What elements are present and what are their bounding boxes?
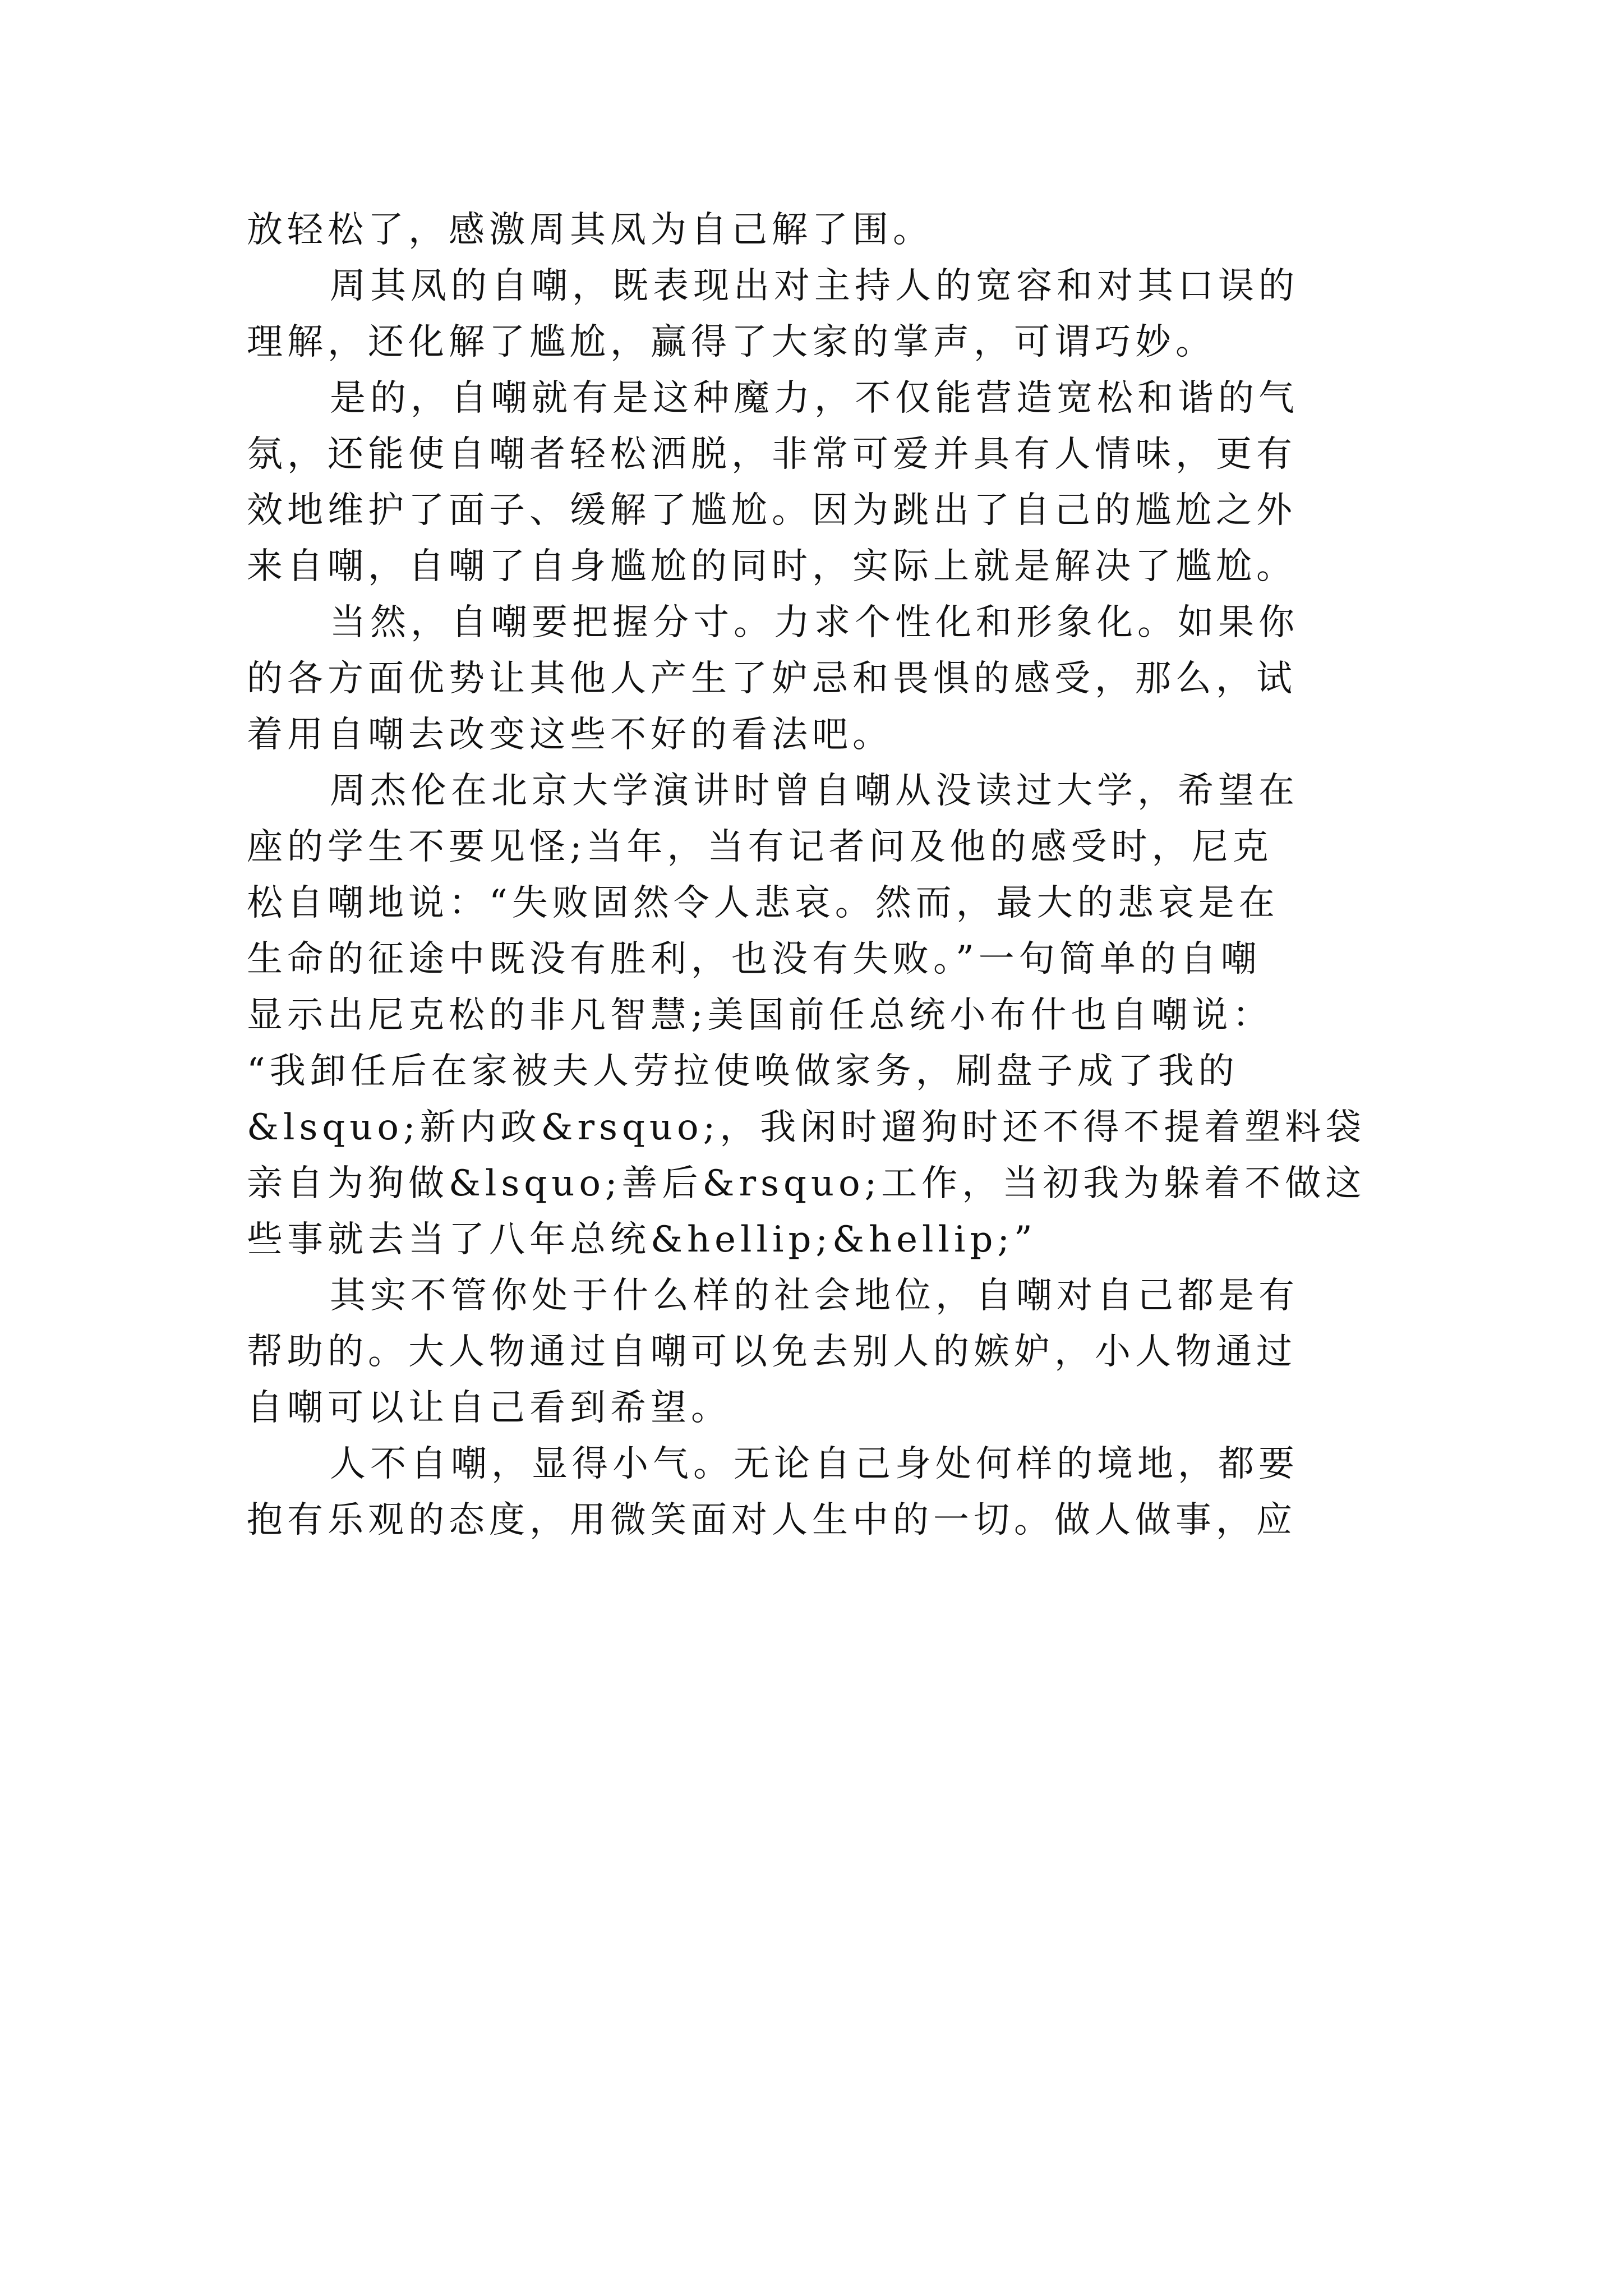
paragraph-first-line: 其实不管你处于什么样的社会地位，自嘲对自己都是有 — [330, 1275, 1299, 1317]
text-line: 效地维护了面子、缓解了尴尬。因为跳出了自己的尴尬之外 — [247, 490, 1297, 531]
text-line: 亲自为狗做&lsquo;善后&rsquo;工作，当初我为躲着不做这 — [247, 1163, 1366, 1204]
text-line: 座的学生不要见怪;当年，当有记者问及他的感受时，尼克 — [247, 826, 1273, 868]
text-line: 的各方面优势让其他人产生了妒忌和畏惧的感受，那么，试 — [247, 658, 1297, 700]
text-line: &lsquo;新内政&rsquo;，我闲时遛狗时还不得不提着塑料袋 — [247, 1107, 1366, 1148]
text-line: 氛，还能使自嘲者轻松洒脱，非常可爱并具有人情味，更有 — [247, 434, 1297, 475]
text-line: 显示出尼克松的非凡智慧;美国前任总统小布什也自嘲说： — [247, 995, 1273, 1036]
text-line: 来自嘲，自嘲了自身尴尬的同时，实际上就是解决了尴尬。 — [247, 546, 1297, 587]
paragraph-first-line: 是的，自嘲就有是这种魔力，不仅能营造宽松和谐的气 — [330, 378, 1299, 419]
text-line: 些事就去当了八年总统&hellip;&hellip;” — [247, 1219, 1037, 1260]
text-line: “我卸任后在家被夫人劳拉使唤做家务，刷盘子成了我的 — [247, 1051, 1239, 1092]
text-line: 帮助的。大人物通过自嘲可以免去别人的嫉妒，小人物通过 — [247, 1331, 1297, 1373]
paragraph-first-line: 周其凤的自嘲，既表现出对主持人的宽容和对其口误的 — [330, 265, 1299, 307]
paragraph-first-line: 周杰伦在北京大学演讲时曾自嘲从没读过大学，希望在 — [330, 770, 1299, 812]
paragraph-first-line: 当然，自嘲要把握分寸。力求个性化和形象化。如果你 — [330, 602, 1299, 643]
text-line: 理解，还化解了尴尬，赢得了大家的掌声，可谓巧妙。 — [247, 321, 1216, 363]
document-body — [247, 202, 1391, 1548]
text-line: 抱有乐观的态度，用微笑面对人生中的一切。做人做事，应 — [247, 1499, 1297, 1541]
text-line: 放轻松了，感激周其凤为自己解了围。 — [247, 209, 933, 251]
text-line: 着用自嘲去改变这些不好的看法吧。 — [247, 714, 893, 756]
paragraph-first-line: 人不自嘲，显得小气。无论自己身处何样的境地，都要 — [330, 1443, 1299, 1485]
text-line: 松自嘲地说：“失败固然令人悲哀。然而，最大的悲哀是在 — [247, 882, 1279, 924]
text-line: 生命的征途中既没有胜利，也没有失败。”一句简单的自嘲 — [247, 938, 1261, 980]
text-line: 自嘲可以让自己看到希望。 — [247, 1387, 731, 1429]
